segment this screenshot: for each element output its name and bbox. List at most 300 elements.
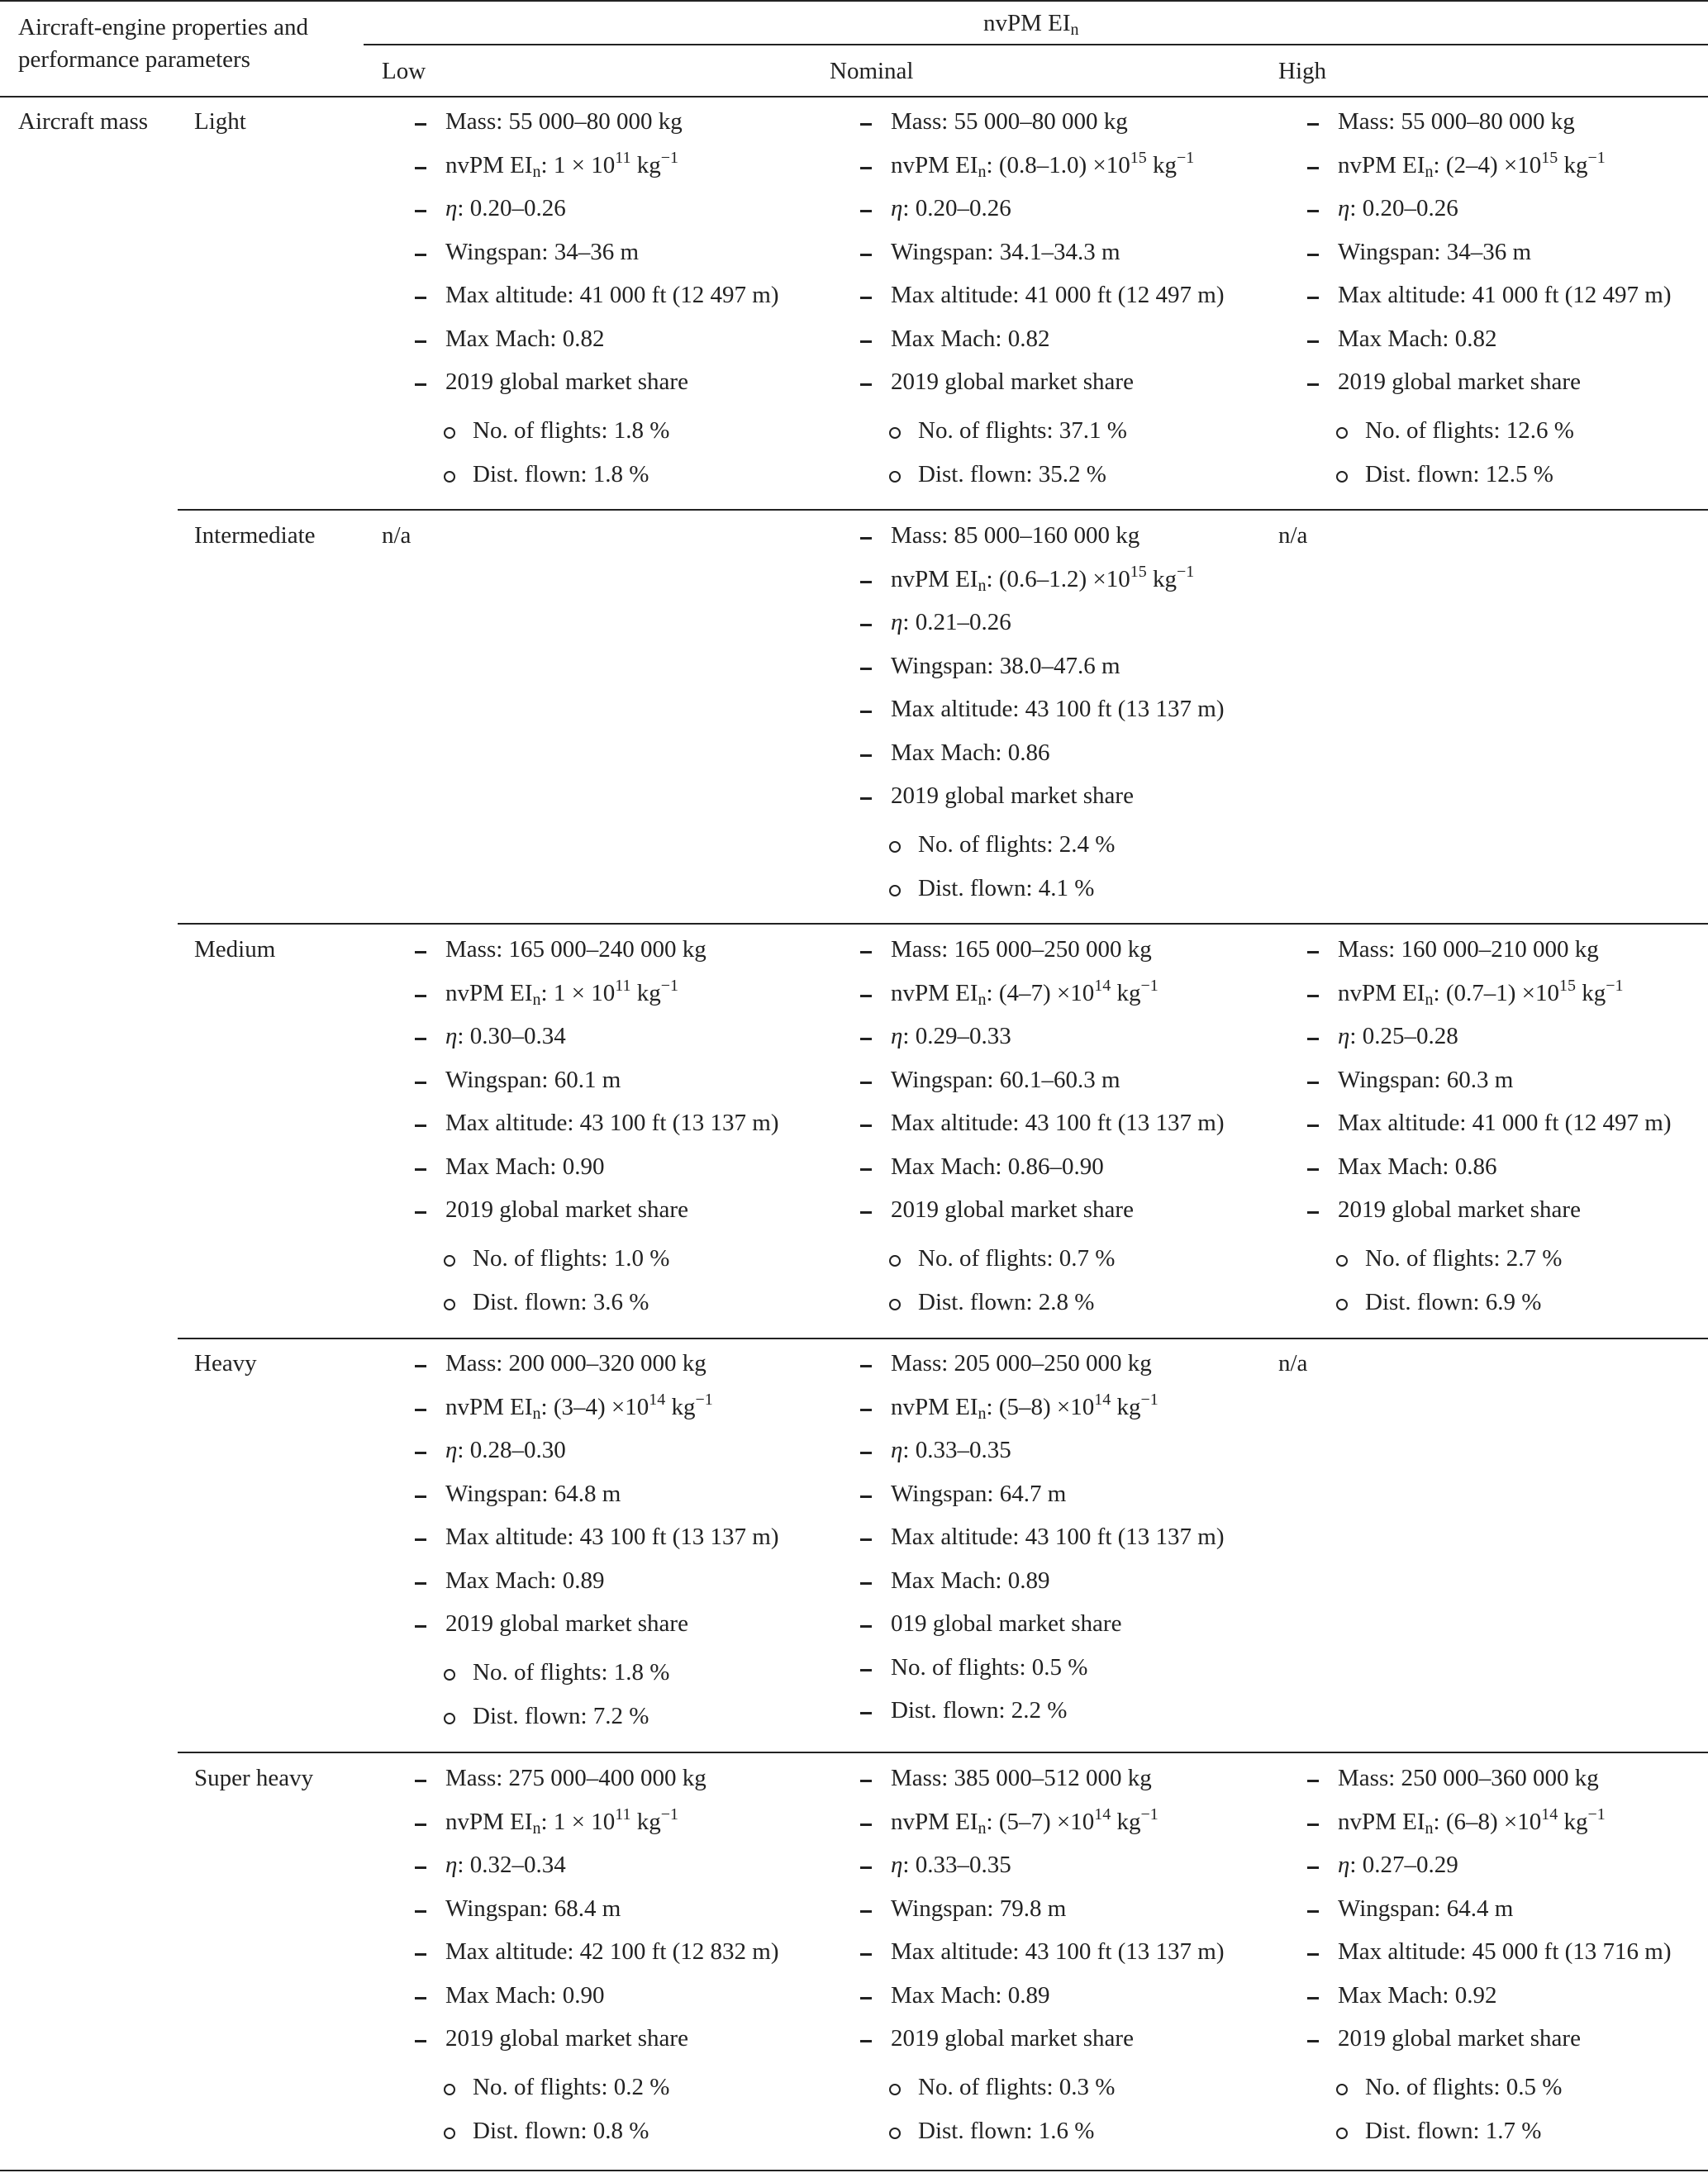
ei-unit-exponent: −1 <box>660 148 679 167</box>
bullet-marker <box>1336 427 1348 439</box>
cell-medium-nominal-mass-text: Mass: 165 000–250 000 kg <box>891 936 1152 963</box>
header-row-label-line2: performance parameters <box>18 46 250 73</box>
ei-subscript: n <box>978 576 987 595</box>
dash-marker <box>860 2040 872 2042</box>
cell-light-low-dist-text: Dist. flown: 1.8 % <box>473 461 649 487</box>
cell-light-high-ei-text <box>1338 148 1606 181</box>
dash-marker <box>860 711 872 713</box>
cell-super-heavy-high-dist-text: Dist. flown: 1.7 % <box>1365 2118 1542 2144</box>
dash-marker <box>415 383 426 386</box>
cell-heavy-nominal-altitude-text: Max altitude: 43 100 ft (13 137 m) <box>891 1524 1225 1550</box>
cell-medium-high-wingspan-text: Wingspan: 60.3 m <box>1338 1066 1514 1093</box>
row-group-label: Aircraft mass <box>18 108 149 135</box>
cell-heavy-low-ei-text <box>445 1390 713 1423</box>
ei-prefix: nvPM EI <box>1338 151 1425 178</box>
cell-heavy-low-dist-text: Dist. flown: 7.2 % <box>473 1703 649 1729</box>
dash-marker <box>860 995 872 997</box>
dash-marker <box>415 340 426 343</box>
ei-prefix: nvPM EI <box>445 151 533 178</box>
cell-light-high-mass-text: Mass: 55 000–80 000 kg <box>1338 108 1575 135</box>
cell-heavy-nominal-dist-text: Dist. flown: 2.2 % <box>891 1697 1068 1724</box>
cell-intermediate-nominal-share-label-text: 2019 global market share <box>891 782 1134 809</box>
row-rule-medium <box>178 1338 1708 1339</box>
cell-light-nominal-dist-text: Dist. flown: 35.2 % <box>918 461 1106 487</box>
cell-super-heavy-nominal-eta-text: η: 0.33–0.35 <box>891 1852 1011 1878</box>
ei-unit: kg <box>1111 1808 1141 1835</box>
header-group-title <box>983 10 1079 39</box>
dash-marker <box>1307 2040 1319 2042</box>
cell-light-low-eta-text: η: 0.20–0.26 <box>445 195 566 221</box>
dash-marker <box>415 1824 426 1826</box>
ei-subscript: n <box>978 990 987 1009</box>
ei-exponent: 14 <box>1541 1804 1558 1824</box>
ei-exponent: 11 <box>615 1804 631 1824</box>
ei-unit: kg <box>1146 565 1178 592</box>
ei-exponent: 15 <box>1130 148 1147 167</box>
dash-marker <box>1307 210 1319 212</box>
table-bottom-rule <box>0 2170 1708 2171</box>
cell-heavy-nominal-share-label-text: 019 global market share <box>891 1610 1122 1637</box>
bullet-marker <box>444 1669 455 1681</box>
dash-marker <box>415 995 426 997</box>
ei-prefix: nvPM EI <box>891 1808 978 1835</box>
cell-medium-low-mass-text: Mass: 165 000–240 000 kg <box>445 936 707 963</box>
cell-medium-low-wingspan-text: Wingspan: 60.1 m <box>445 1066 621 1093</box>
cell-heavy-low-altitude-text: Max altitude: 43 100 ft (13 137 m) <box>445 1524 779 1550</box>
cell-intermediate-nominal-ei-text <box>891 562 1195 595</box>
ei-unit: kg <box>630 151 661 178</box>
cell-medium-low-ei-text <box>445 976 679 1009</box>
dash-marker <box>860 754 872 757</box>
cell-light-nominal-wingspan-text: Wingspan: 34.1–34.3 m <box>891 238 1120 265</box>
cell-heavy-low-mass-text: Mass: 200 000–320 000 kg <box>445 1350 707 1377</box>
cell-heavy-low-share-label-text: 2019 global market share <box>445 1610 688 1637</box>
ei-unit-exponent: −1 <box>1140 976 1158 995</box>
cell-super-heavy-low-ei-text <box>445 1804 679 1838</box>
dash-marker <box>415 1452 426 1454</box>
cell-medium-high-share-label-text: 2019 global market share <box>1338 1196 1581 1223</box>
cell-heavy-nominal-mass-text: Mass: 205 000–250 000 kg <box>891 1350 1152 1377</box>
dash-marker <box>415 1780 426 1782</box>
row-label-heavy: Heavy <box>194 1350 257 1377</box>
ei-prefix: nvPM EI <box>891 979 978 1006</box>
dash-marker <box>860 1365 872 1367</box>
dash-marker <box>860 123 872 126</box>
ei-unit: kg <box>1558 1808 1588 1835</box>
dash-marker <box>1307 995 1319 997</box>
row-label-super-heavy: Super heavy <box>194 1765 314 1791</box>
eta-symbol: η <box>891 1852 903 1878</box>
header-col-nominal: Nominal <box>830 58 914 84</box>
dash-marker <box>415 1211 426 1214</box>
cell-light-nominal-share-label-text: 2019 global market share <box>891 369 1134 395</box>
ei-prefix: nvPM EI <box>1338 1808 1425 1835</box>
cell-super-heavy-low-share-label-text: 2019 global market share <box>445 2025 688 2052</box>
cell-heavy-nominal-flights-text: No. of flights: 0.5 % <box>891 1653 1088 1681</box>
row-label-light: Light <box>194 108 246 135</box>
cell-super-heavy-nominal-altitude-text: Max altitude: 43 100 ft (13 137 m) <box>891 1938 1225 1965</box>
ei-prefix: nvPM EI <box>445 979 533 1006</box>
dash-marker <box>1307 1168 1319 1171</box>
cell-medium-nominal-flights-text: No. of flights: 0.7 % <box>918 1245 1116 1272</box>
ei-unit-exponent: −1 <box>660 976 679 995</box>
cell-medium-high-dist-text: Dist. flown: 6.9 % <box>1365 1289 1542 1315</box>
ei-subscript: n <box>532 990 541 1009</box>
dash-marker <box>860 1582 872 1585</box>
bullet-marker <box>444 2084 455 2095</box>
dash-marker <box>860 1712 872 1714</box>
dash-marker <box>415 1953 426 1956</box>
cell-medium-nominal-wingspan-text: Wingspan: 60.1–60.3 m <box>891 1066 1120 1093</box>
dash-marker <box>860 1125 872 1127</box>
dash-marker <box>415 1866 426 1869</box>
cell-super-heavy-nominal-dist-text: Dist. flown: 1.6 % <box>918 2118 1095 2144</box>
cell-super-heavy-low-dist-text: Dist. flown: 0.8 % <box>473 2118 649 2144</box>
dash-marker <box>860 1038 872 1040</box>
dash-marker <box>860 1625 872 1628</box>
cell-medium-low-mach-text: Max Mach: 0.90 <box>445 1153 605 1180</box>
ei-prefix: nvPM EI <box>1338 979 1425 1006</box>
dash-marker <box>415 254 426 256</box>
cell-intermediate-nominal-flights-text: No. of flights: 2.4 % <box>918 831 1116 858</box>
ei-value: : (2–4) ×10 <box>1433 151 1542 178</box>
cell-heavy-nominal-mach-text: Max Mach: 0.89 <box>891 1567 1050 1594</box>
header-group-rule <box>364 44 1708 45</box>
cell-super-heavy-high-wingspan-text: Wingspan: 64.4 m <box>1338 1895 1514 1922</box>
dash-marker <box>1307 1953 1319 1956</box>
bullet-marker <box>889 1299 901 1310</box>
cell-light-nominal-ei-text <box>891 148 1195 181</box>
bullet-marker <box>1336 1299 1348 1310</box>
dash-marker <box>860 1495 872 1498</box>
dash-marker <box>415 2040 426 2042</box>
cell-super-heavy-nominal-mass-text: Mass: 385 000–512 000 kg <box>891 1765 1152 1791</box>
eta-symbol: η <box>891 609 903 635</box>
ei-unit-exponent: −1 <box>1140 1390 1158 1409</box>
cell-heavy-low-flights-text: No. of flights: 1.8 % <box>473 1659 670 1686</box>
cell-heavy-low-wingspan-text: Wingspan: 64.8 m <box>445 1480 621 1507</box>
row-label-medium: Medium <box>194 936 276 963</box>
ei-unit: kg <box>1111 979 1141 1006</box>
ei-value: : (5–7) ×10 <box>986 1808 1095 1835</box>
eta-symbol: η <box>445 1437 458 1463</box>
dash-marker <box>1307 1910 1319 1913</box>
table-top-rule <box>0 0 1708 2</box>
bullet-marker <box>1336 1255 1348 1267</box>
bullet-marker <box>889 1255 901 1267</box>
dash-marker <box>860 1082 872 1084</box>
ei-value: : (0.7–1) ×10 <box>1433 979 1560 1006</box>
ei-value: : 1 × 10 <box>540 151 616 178</box>
dash-marker <box>860 1211 872 1214</box>
header-bottom-rule <box>0 96 1708 97</box>
ei-value: : (5–8) ×10 <box>986 1393 1095 1420</box>
ei-subscript: n <box>978 162 987 181</box>
cell-light-high-altitude-text: Max altitude: 41 000 ft (12 497 m) <box>1338 282 1672 308</box>
cell-super-heavy-nominal-share-label-text: 2019 global market share <box>891 2025 1134 2052</box>
cell-light-nominal-flights-text: No. of flights: 37.1 % <box>918 417 1127 444</box>
ei-unit: kg <box>665 1393 696 1420</box>
dash-marker <box>415 1038 426 1040</box>
cell-medium-nominal-mach-text: Max Mach: 0.86–0.90 <box>891 1153 1104 1180</box>
eta-symbol: η <box>1338 195 1350 221</box>
bullet-marker <box>889 427 901 439</box>
cell-medium-nominal-altitude-text: Max altitude: 43 100 ft (13 137 m) <box>891 1110 1225 1136</box>
cell-super-heavy-high-eta-text: η: 0.27–0.29 <box>1338 1852 1458 1878</box>
header-group-sub: n <box>1070 21 1079 39</box>
cell-heavy-high-na: n/a <box>1278 1350 1308 1377</box>
dash-marker <box>860 581 872 583</box>
ei-subscript: n <box>532 162 541 181</box>
dash-marker <box>860 383 872 386</box>
dash-marker <box>415 1582 426 1585</box>
cell-super-heavy-high-share-label-text: 2019 global market share <box>1338 2025 1581 2052</box>
dash-marker <box>1307 1125 1319 1127</box>
header-col-low: Low <box>382 58 426 84</box>
cell-super-heavy-high-altitude-text: Max altitude: 45 000 ft (13 716 m) <box>1338 1938 1672 1965</box>
cell-medium-high-flights-text: No. of flights: 2.7 % <box>1365 1245 1563 1272</box>
ei-value: : 1 × 10 <box>540 979 616 1006</box>
cell-medium-high-ei-text <box>1338 976 1624 1009</box>
ei-exponent: 11 <box>615 976 631 995</box>
bullet-marker <box>889 471 901 483</box>
cell-medium-low-share-label-text: 2019 global market share <box>445 1196 688 1223</box>
cell-light-high-wingspan-text: Wingspan: 34–36 m <box>1338 238 1532 265</box>
dash-marker <box>860 1953 872 1956</box>
cell-intermediate-nominal-mass-text: Mass: 85 000–160 000 kg <box>891 522 1140 549</box>
ei-exponent: 14 <box>1094 976 1111 995</box>
cell-super-heavy-low-mass-text: Mass: 275 000–400 000 kg <box>445 1765 707 1791</box>
cell-medium-low-flights-text: No. of flights: 1.0 % <box>473 1245 670 1272</box>
dash-marker <box>1307 383 1319 386</box>
dash-marker <box>1307 1211 1319 1214</box>
cell-light-low-ei-text <box>445 148 679 181</box>
bullet-marker <box>444 1299 455 1310</box>
dash-marker <box>415 1125 426 1127</box>
ei-unit-exponent: −1 <box>695 1390 713 1409</box>
cell-super-heavy-low-altitude-text: Max altitude: 42 100 ft (12 832 m) <box>445 1938 779 1965</box>
ei-unit: kg <box>630 979 661 1006</box>
dash-marker <box>860 1824 872 1826</box>
row-label-intermediate: Intermediate <box>194 522 316 549</box>
bullet-marker <box>889 841 901 853</box>
ei-unit-exponent: −1 <box>1587 148 1606 167</box>
eta-symbol: η <box>445 1852 458 1878</box>
dash-marker <box>415 123 426 126</box>
bullet-marker <box>1336 471 1348 483</box>
cell-intermediate-nominal-altitude-text: Max altitude: 43 100 ft (13 137 m) <box>891 696 1225 722</box>
cell-light-nominal-eta-text: η: 0.20–0.26 <box>891 195 1011 221</box>
cell-intermediate-low-na: n/a <box>382 522 412 549</box>
ei-subscript: n <box>1425 162 1434 181</box>
dash-marker <box>415 297 426 299</box>
ei-prefix: nvPM EI <box>445 1808 533 1835</box>
row-rule-heavy <box>178 1752 1708 1753</box>
dash-marker <box>1307 1038 1319 1040</box>
ei-value: : (0.6–1.2) ×10 <box>986 565 1130 592</box>
bullet-marker <box>444 1713 455 1724</box>
cell-heavy-nominal-eta-text: η: 0.33–0.35 <box>891 1437 1011 1463</box>
cell-light-low-wingspan-text: Wingspan: 34–36 m <box>445 238 640 265</box>
ei-unit-exponent: −1 <box>1606 976 1624 995</box>
cell-medium-nominal-ei-text <box>891 976 1158 1009</box>
cell-medium-nominal-dist-text: Dist. flown: 2.8 % <box>918 1289 1095 1315</box>
eta-symbol: η <box>1338 1023 1350 1049</box>
bullet-marker <box>889 2084 901 2095</box>
dash-marker <box>860 1168 872 1171</box>
ei-value: : (0.8–1.0) ×10 <box>986 151 1130 178</box>
dash-marker <box>415 1495 426 1498</box>
cell-light-nominal-mass-text: Mass: 55 000–80 000 kg <box>891 108 1128 135</box>
cell-intermediate-nominal-eta-text: η: 0.21–0.26 <box>891 609 1011 635</box>
cell-heavy-nominal-ei-text <box>891 1390 1158 1423</box>
dash-marker <box>1307 1866 1319 1869</box>
dash-marker <box>415 1168 426 1171</box>
ei-value: : (4–7) ×10 <box>986 979 1095 1006</box>
dash-marker <box>860 537 872 540</box>
cell-medium-high-altitude-text: Max altitude: 41 000 ft (12 497 m) <box>1338 1110 1672 1136</box>
ei-unit-exponent: −1 <box>660 1804 679 1824</box>
cell-super-heavy-low-flights-text: No. of flights: 0.2 % <box>473 2074 670 2100</box>
cell-super-heavy-low-mach-text: Max Mach: 0.90 <box>445 1981 605 2009</box>
eta-symbol: η <box>891 195 903 221</box>
dash-marker <box>860 1538 872 1541</box>
ei-unit: kg <box>1576 979 1606 1006</box>
cell-heavy-nominal-wingspan-text: Wingspan: 64.7 m <box>891 1480 1067 1507</box>
dash-marker <box>415 1625 426 1628</box>
dash-marker <box>860 340 872 343</box>
dash-marker <box>1307 1780 1319 1782</box>
dash-marker <box>860 297 872 299</box>
ei-subscript: n <box>532 1819 541 1838</box>
cell-medium-nominal-eta-text: η: 0.29–0.33 <box>891 1023 1011 1049</box>
cell-super-heavy-high-mach-text: Max Mach: 0.92 <box>1338 1981 1497 2009</box>
cell-heavy-low-mach-text: Max Mach: 0.89 <box>445 1567 605 1594</box>
cell-medium-high-mach-text: Max Mach: 0.86 <box>1338 1153 1497 1180</box>
bullet-marker <box>889 2128 901 2139</box>
ei-value: : 1 × 10 <box>540 1808 616 1835</box>
ei-unit: kg <box>630 1808 661 1835</box>
dash-marker <box>860 167 872 169</box>
cell-medium-high-eta-text: η: 0.25–0.28 <box>1338 1023 1458 1049</box>
eta-symbol: η <box>1338 1852 1350 1878</box>
eta-symbol: η <box>891 1023 903 1049</box>
ei-unit-exponent: −1 <box>1140 1804 1158 1824</box>
cell-super-heavy-low-eta-text: η: 0.32–0.34 <box>445 1852 566 1878</box>
dash-marker <box>1307 123 1319 126</box>
cell-light-low-flights-text: No. of flights: 1.8 % <box>473 417 670 444</box>
dash-marker <box>1307 1824 1319 1826</box>
dash-marker <box>415 210 426 212</box>
ei-unit-exponent: −1 <box>1177 562 1195 581</box>
header-group-main: nvPM EI <box>983 10 1071 36</box>
ei-exponent: 14 <box>1094 1804 1111 1824</box>
cell-heavy-low-eta-text: η: 0.28–0.30 <box>445 1437 566 1463</box>
dash-marker <box>1307 254 1319 256</box>
cell-light-nominal-altitude-text: Max altitude: 41 000 ft (12 497 m) <box>891 282 1225 308</box>
cell-light-high-eta-text: η: 0.20–0.26 <box>1338 195 1458 221</box>
cell-super-heavy-nominal-mach-text: Max Mach: 0.89 <box>891 1981 1050 2009</box>
dash-marker <box>860 797 872 800</box>
ei-unit: kg <box>1146 151 1178 178</box>
dash-marker <box>415 1538 426 1541</box>
dash-marker <box>860 1409 872 1411</box>
dash-marker <box>860 210 872 212</box>
dash-marker <box>860 254 872 256</box>
cell-medium-nominal-share-label-text: 2019 global market share <box>891 1196 1134 1223</box>
ei-prefix: nvPM EI <box>445 1393 533 1420</box>
cell-super-heavy-nominal-wingspan-text: Wingspan: 79.8 m <box>891 1895 1067 1922</box>
ei-unit-exponent: −1 <box>1587 1804 1606 1824</box>
ei-subscript: n <box>1425 990 1434 1009</box>
cell-light-nominal-mach-text: Max Mach: 0.82 <box>891 325 1050 352</box>
cell-medium-high-mass-text: Mass: 160 000–210 000 kg <box>1338 936 1599 963</box>
ei-exponent: 14 <box>1094 1390 1111 1409</box>
ei-subscript: n <box>532 1404 541 1423</box>
eta-symbol: η <box>891 1437 903 1463</box>
cell-light-high-mach-text: Max Mach: 0.82 <box>1338 325 1497 352</box>
dash-marker <box>415 1365 426 1367</box>
bullet-marker <box>1336 2084 1348 2095</box>
ei-prefix: nvPM EI <box>891 565 978 592</box>
ei-prefix: nvPM EI <box>891 1393 978 1420</box>
ei-unit: kg <box>1558 151 1588 178</box>
dash-marker <box>415 1997 426 1999</box>
ei-value: : (6–8) ×10 <box>1433 1808 1542 1835</box>
cell-light-high-share-label-text: 2019 global market share <box>1338 369 1581 395</box>
eta-symbol: η <box>445 1023 458 1049</box>
dash-marker <box>1307 1082 1319 1084</box>
dash-marker <box>1307 167 1319 169</box>
ei-exponent: 11 <box>615 148 631 167</box>
header-row-label <box>18 12 308 76</box>
dash-marker <box>1307 1997 1319 1999</box>
bullet-marker <box>889 885 901 896</box>
dash-marker <box>415 1082 426 1084</box>
cell-intermediate-high-na: n/a <box>1278 522 1308 549</box>
dash-marker <box>860 1866 872 1869</box>
cell-light-low-share-label-text: 2019 global market share <box>445 369 688 395</box>
cell-light-low-mass-text: Mass: 55 000–80 000 kg <box>445 108 683 135</box>
cell-medium-low-dist-text: Dist. flown: 3.6 % <box>473 1289 649 1315</box>
cell-medium-low-altitude-text: Max altitude: 43 100 ft (13 137 m) <box>445 1110 779 1136</box>
bullet-marker <box>444 1255 455 1267</box>
dash-marker <box>860 1452 872 1454</box>
dash-marker <box>1307 340 1319 343</box>
cell-intermediate-nominal-mach-text: Max Mach: 0.86 <box>891 739 1050 766</box>
eta-symbol: η <box>445 195 458 221</box>
cell-super-heavy-high-mass-text: Mass: 250 000–360 000 kg <box>1338 1765 1599 1791</box>
cell-super-heavy-low-wingspan-text: Wingspan: 68.4 m <box>445 1895 621 1922</box>
dash-marker <box>860 624 872 626</box>
bullet-marker <box>444 2128 455 2139</box>
ei-prefix: nvPM EI <box>891 151 978 178</box>
dash-marker <box>860 1910 872 1913</box>
dash-marker <box>415 1910 426 1913</box>
dash-marker <box>860 1997 872 1999</box>
row-rule-intermediate <box>178 923 1708 925</box>
dash-marker <box>1307 951 1319 953</box>
ei-value: : (3–4) ×10 <box>540 1393 649 1420</box>
ei-subscript: n <box>978 1819 987 1838</box>
header-col-high: High <box>1278 58 1326 84</box>
cell-light-high-dist-text: Dist. flown: 12.5 % <box>1365 461 1553 487</box>
bullet-marker <box>444 471 455 483</box>
header-row-label-line1: Aircraft-engine properties and <box>18 14 309 40</box>
dash-marker <box>415 167 426 169</box>
cell-medium-low-eta-text: η: 0.30–0.34 <box>445 1023 566 1049</box>
cell-light-low-mach-text: Max Mach: 0.82 <box>445 325 605 352</box>
